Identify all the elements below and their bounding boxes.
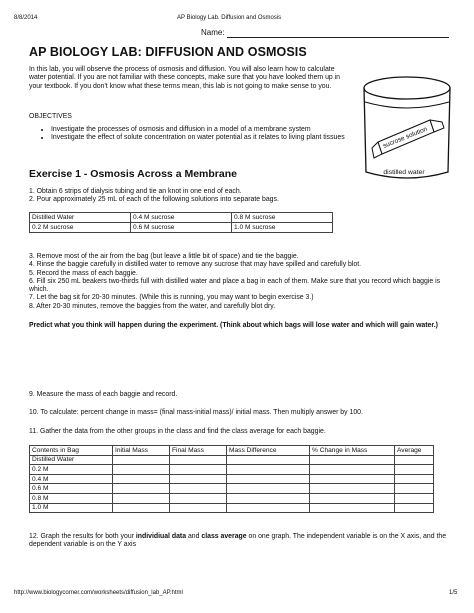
step12-bold-class: class average — [201, 533, 247, 540]
table-row — [30, 455, 434, 465]
results-table — [29, 445, 434, 513]
entry-cell[interactable] — [310, 503, 395, 513]
entry-cell[interactable] — [310, 455, 395, 465]
name-label: Name: — [201, 28, 225, 37]
name-blank[interactable] — [227, 37, 449, 38]
entry-cell[interactable] — [227, 493, 310, 503]
table-row — [30, 484, 434, 494]
page-title: AP BIOLOGY LAB: DIFFUSION AND OSMOSIS — [29, 45, 307, 59]
entry-cell[interactable] — [170, 455, 227, 465]
entry-cell[interactable] — [310, 474, 395, 484]
entry-cell[interactable] — [395, 493, 434, 503]
entry-cell[interactable] — [113, 465, 170, 475]
table-row — [30, 465, 434, 475]
table-cell: 0.6 M sucrose — [131, 223, 232, 233]
row-label: 0.4 M — [30, 474, 113, 484]
entry-cell[interactable] — [170, 503, 227, 513]
step-11: 11. Gather the data from the other groups in the class and find the class average for each baggie. — [29, 428, 326, 435]
print-date: 8/8/2014 — [14, 15, 38, 21]
entry-cell[interactable] — [227, 474, 310, 484]
column-header: % Change in Mass — [310, 446, 395, 456]
column-header: Average — [395, 446, 434, 456]
entry-cell[interactable] — [170, 465, 227, 475]
table-row — [30, 223, 333, 233]
intro-paragraph: In this lab, you will observe the process of osmosis and diffusion. You will also learn how to calculate water potential. If you are not familiar with these concepts, make sure that you have looked them up in your textbook. If you don't know what these terms mean, this lab is not going to make sense to you. — [29, 66, 341, 90]
entry-cell[interactable] — [113, 503, 170, 513]
entry-cell[interactable] — [395, 474, 434, 484]
row-label: 0.8 M — [30, 493, 113, 503]
step-line: 3. Remove most of the air from the bag (but leave a little bit of space) and tie the baggie. — [29, 253, 299, 260]
entry-cell[interactable] — [310, 493, 395, 503]
table-row — [30, 493, 434, 503]
row-label: Distilled Water — [30, 455, 113, 465]
step-line: 1. Obtain 6 strips of dialysis tubing and tie an knot in one end of each. — [29, 188, 242, 195]
entry-cell[interactable] — [170, 474, 227, 484]
objectives-heading: OBJECTIVES — [29, 113, 72, 120]
step-line: 4. Rinse the baggie carefully in distilled water to remove any sucrose that may have spilled and carefully blot. — [29, 261, 362, 269]
exercise-title: Exercise 1 - Osmosis Across a Membrane — [29, 168, 237, 180]
objective-item: • Investigate the processes of osmosis and diffusion in a model of a membrane system — [51, 126, 364, 134]
steps-a — [29, 188, 449, 205]
step-line: 5. Record the mass of each baggie. — [29, 269, 138, 277]
print-title: AP Biology Lab. Diffusion and Osmosis — [177, 15, 282, 21]
entry-cell[interactable] — [227, 465, 310, 475]
entry-cell[interactable] — [227, 484, 310, 494]
table-header-row — [30, 446, 434, 456]
solutions-table — [29, 212, 333, 233]
table-cell: 0.8 M sucrose — [232, 213, 333, 223]
step-line: 2. Pour approximately 25 mL of each of the following solutions into separate bags. — [29, 196, 279, 204]
bag-label: sucrose solution — [382, 125, 429, 150]
step-line: 8. After 20-30 minutes, remove the baggies from the water, and carefully blot dry. — [29, 302, 276, 310]
entry-cell[interactable] — [395, 455, 434, 465]
entry-cell[interactable] — [227, 455, 310, 465]
entry-cell[interactable] — [170, 484, 227, 494]
table-row — [30, 213, 333, 223]
beaker-label: distilled water — [383, 169, 425, 176]
row-label: 0.2 M — [30, 465, 113, 475]
entry-cell[interactable] — [113, 484, 170, 494]
table-cell: Distilled Water — [30, 213, 131, 223]
table-cell: 1.0 M sucrose — [232, 223, 333, 233]
entry-cell[interactable] — [227, 503, 310, 513]
page-number: 1/5 — [449, 590, 458, 596]
entry-cell[interactable] — [395, 465, 434, 475]
objective-item: • Investigate the effect of solute concentration on water potential as it relates to living plant tissues — [51, 134, 364, 142]
column-header: Contents in Bag — [30, 446, 113, 456]
table-row — [30, 503, 434, 513]
entry-cell[interactable] — [395, 484, 434, 494]
table-cell: 0.2 M sucrose — [30, 223, 131, 233]
steps-b — [29, 253, 449, 311]
step12-text: and — [186, 533, 202, 540]
column-header: Initial Mass — [113, 446, 170, 456]
column-header: Final Mass — [170, 446, 227, 456]
entry-cell[interactable] — [113, 474, 170, 484]
prediction-prompt: Predict what you think will happen during the experiment. (Think about which bags will lose water and which will gain water.) — [29, 322, 438, 329]
step-12 — [29, 533, 449, 550]
table-cell: 0.4 M sucrose — [131, 213, 232, 223]
entry-cell[interactable] — [113, 455, 170, 465]
step12-bold-individual: individiual data — [135, 533, 187, 540]
step12-text: 12. Graph the results for both your — [29, 533, 136, 540]
entry-cell[interactable] — [113, 493, 170, 503]
entry-cell[interactable] — [310, 465, 395, 475]
entry-cell[interactable] — [170, 493, 227, 503]
entry-cell[interactable] — [395, 503, 434, 513]
objectives-list — [29, 126, 364, 142]
step-9: 9. Measure the mass of each baggie and record. — [29, 391, 178, 398]
step-10: 10. To calculate: percent change in mass= (final mass-initial mass)/ initial mass. Then multiply answer by 100. — [29, 409, 363, 416]
step12-text: on one graph. The independent variable is on the X axis, and the dependent variable is on the Y axis — [29, 533, 447, 549]
row-label: 0.6 M — [30, 484, 113, 494]
row-label: 1.0 M — [30, 503, 113, 513]
table-row — [30, 474, 434, 484]
footer-url[interactable]: http://www.biologycorner.com/worksheets/diffusion_lab_AP.html — [14, 590, 183, 596]
step-line: 7. Let the bag sit for 20-30 minutes. (While this is running, you may want to begin exercise 3.) — [29, 294, 314, 302]
column-header: Mass Difference — [227, 446, 310, 456]
beaker-illustration — [352, 68, 462, 186]
step-line: 6. Fill six 250 mL beakers two-thirds full with distilled water and place a bag in each of them. Make sure that you record which baggie is which. — [29, 277, 441, 294]
entry-cell[interactable] — [310, 484, 395, 494]
